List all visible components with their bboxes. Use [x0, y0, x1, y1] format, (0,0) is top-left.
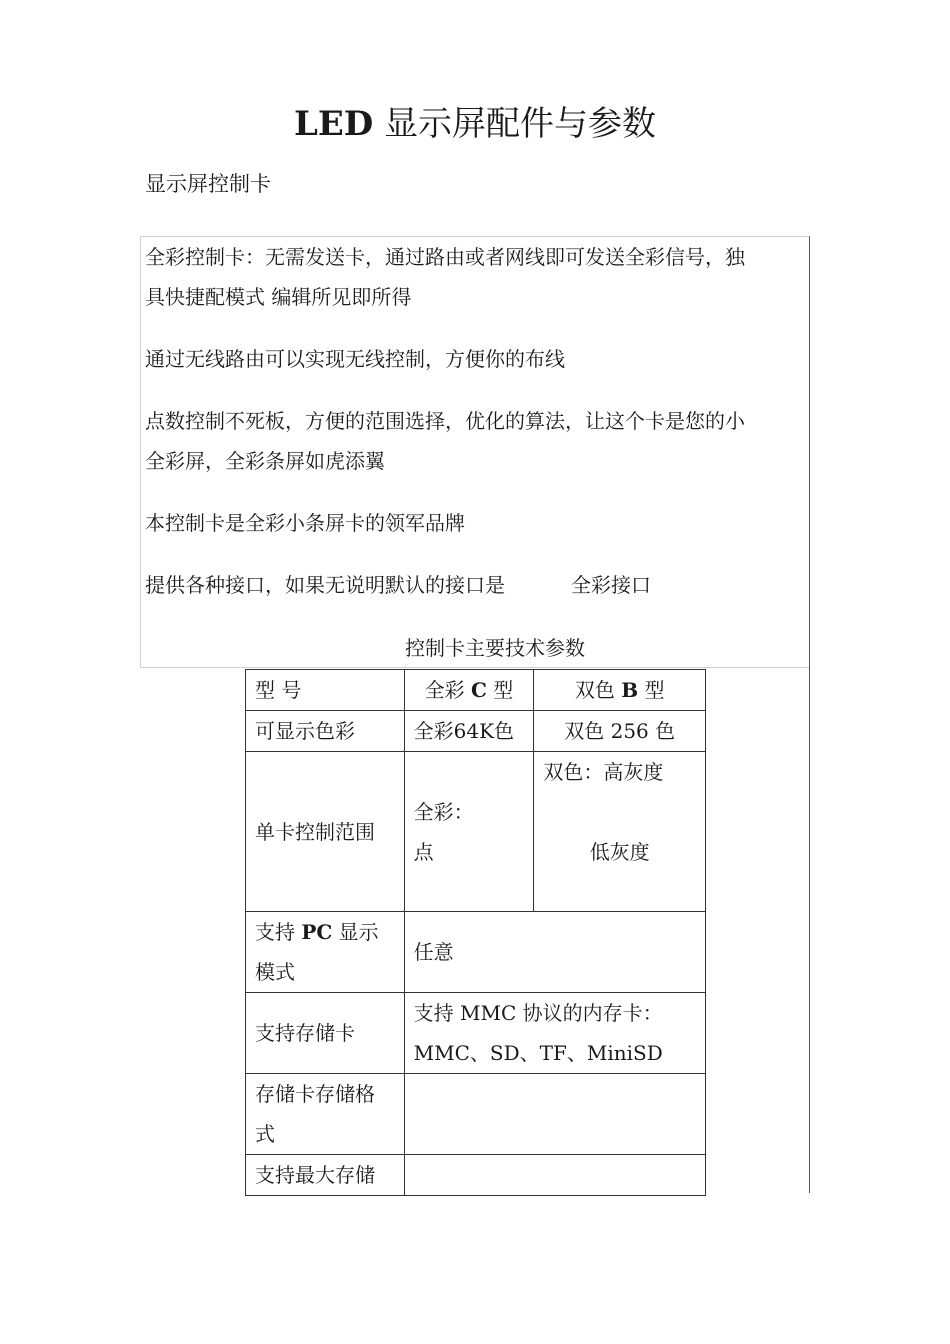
range-label: 单卡控制范围: [246, 752, 405, 912]
colors-label: 可显示色彩: [246, 711, 405, 752]
max-storage-value: [404, 1155, 705, 1196]
table-row-storage-card: [246, 993, 706, 1074]
table-row-range: [246, 752, 706, 912]
intro-p3-line1: 点数控制不死板，方便的范围选择，优化的算法，让这个卡是您的小: [145, 409, 745, 433]
table-row-colors: [246, 711, 706, 752]
range-dual-line2: 低灰度: [589, 840, 650, 864]
intro-p4: 本控制卡是全彩小条屏卡的领军品牌: [145, 511, 465, 535]
storage-format-label-line1: 存储卡存储格: [255, 1082, 375, 1106]
storage-format-value: [404, 1074, 705, 1155]
table-row-header: [246, 670, 706, 711]
colors-full: 全彩64K色: [404, 711, 534, 752]
title-text: 显示屏配件与参数: [384, 104, 657, 144]
max-storage-label: 支持最大存储: [246, 1155, 405, 1196]
range-full-line1: 全彩：: [413, 799, 474, 824]
range-full-line2: 点: [413, 839, 434, 864]
intro-p5: [145, 565, 810, 605]
storage-format-label: [246, 1074, 405, 1155]
pc-mode-value: 任意: [404, 912, 705, 993]
header-model: 型 号: [246, 670, 405, 711]
title-prefix: LED: [293, 104, 374, 144]
range-dual: [534, 752, 706, 912]
storage-card-value: [404, 993, 705, 1074]
storage-card-value-line1: 支持 MMC 协议的内存卡：: [413, 1001, 663, 1025]
intro-p5-text: 提供各种接口，如果无说明默认的接口是: [145, 573, 505, 597]
page-title: [0, 100, 950, 148]
colors-dual: 双色 256 色: [534, 711, 706, 752]
range-dual-line1: 双色：高灰度: [543, 760, 664, 784]
table-row-storage-format: [246, 1074, 706, 1155]
intro-p1-line1: 全彩控制卡：无需发送卡，通过路由或者网线即可发送全彩信号，独: [145, 245, 745, 269]
intro-p2: 通过无线路由可以实现无线控制，方便你的布线: [145, 347, 565, 371]
section-heading: 显示屏控制卡: [145, 172, 271, 196]
table-row-max-storage: [246, 1155, 706, 1196]
header-dual-color: 双色 B 型: [534, 670, 706, 711]
pc-mode-label-line2: 模式: [255, 960, 295, 984]
pc-mode-label: 支持 PC 显示 模式: [246, 912, 405, 993]
spec-table: [245, 669, 706, 1196]
page-right-rule: [809, 666, 810, 1193]
table-row-pc-mode: [246, 912, 706, 993]
intro-p1-line2: 具快捷配模式 编辑所见即所得: [145, 285, 412, 309]
header-full-color: 全彩 C 型: [404, 670, 534, 711]
table-caption: 控制卡主要技术参数: [405, 636, 585, 660]
storage-card-value-line2: MMC、SD、TF、MiniSD: [413, 1041, 663, 1065]
storage-format-label-line2: 式: [255, 1122, 275, 1146]
storage-card-label: 支持存储卡: [246, 993, 405, 1074]
intro-p3-line2: 全彩屏，全彩条屏如虎添翼: [145, 449, 385, 473]
intro-p5-interface: 全彩接口: [571, 573, 651, 597]
range-full: [404, 752, 534, 912]
